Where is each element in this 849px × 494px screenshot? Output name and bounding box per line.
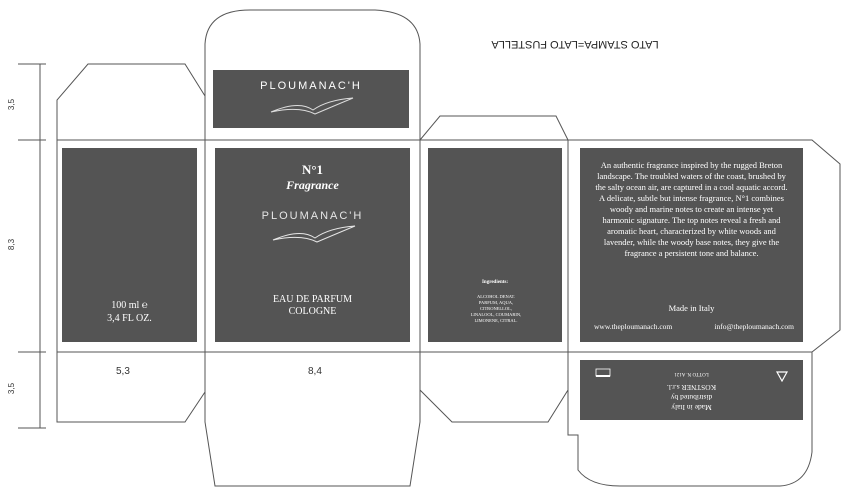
type-line-2: COLOGNE <box>288 306 337 317</box>
ingredients-list: ALCOHOL DENAT. PARFUM, AQUA, CITRONELLOL, LINALOOL, COUMARIN, LIMONENE, CITRAL. <box>470 294 522 323</box>
bottom-flap-content <box>580 360 803 420</box>
dimension-width-left: 5,3 <box>116 366 130 377</box>
print-side-note: LATO STAMPA=LATO FUSTELLA <box>491 38 659 50</box>
dimension-bottom: 3,5 <box>7 382 17 395</box>
volume-ml: 100 ml ℮ <box>111 300 148 311</box>
pao-icon <box>595 368 611 378</box>
front-panel <box>215 148 410 342</box>
flap-lot: LOTTO N. A121 <box>674 371 709 376</box>
flap-made-in: Made in Italy <box>671 403 712 412</box>
ingredients-panel <box>428 148 562 342</box>
dimension-middle: 8,3 <box>7 238 17 251</box>
top-flap-logo-panel <box>213 70 409 128</box>
fragrance-number: N°1 <box>301 162 324 177</box>
seagull-logo <box>269 96 355 118</box>
recycle-icon <box>775 368 789 382</box>
brand-name-top: PLOUMANAC'H <box>260 80 362 92</box>
type-line-1: EAU DE PARFUM <box>272 294 353 305</box>
side-panel-volume <box>62 148 197 342</box>
volume-oz: 3,4 FL OZ. <box>107 313 152 324</box>
fragrance-subtitle: Fragrance <box>286 178 339 192</box>
flap-distributed: distributed by <box>670 393 713 402</box>
dimension-top: 3,5 <box>7 98 17 111</box>
seagull-logo-front <box>271 224 357 246</box>
ingredients-heading: Ingredients: <box>481 280 509 285</box>
flap-company: KOSTNER s.r.l. <box>666 383 717 392</box>
website-link[interactable]: www.theploumanach.com <box>594 322 673 331</box>
made-in-italy: Made in Italy <box>668 303 715 313</box>
description-panel <box>580 148 803 342</box>
description-text: An authentic fragrance inspired by the rugged Breton landscape. The troubled waters of the coast, brushed by the salty ocean air, are captured in a cool aquatic accord. A delicate, subtle but intense fragrance, N°1 combines woody and marine notes to create an intense yet harmonic signature. The top notes reveal a fresh and aromatic heart, characterized by white woods and lavender, while the woody base notes, they give the fragrance a persistent tone and balance. <box>595 160 788 258</box>
dimension-width-front: 8,4 <box>308 366 322 377</box>
bottom-flap-panel <box>580 360 803 420</box>
brand-name-front: PLOUMANAC'H <box>261 210 364 222</box>
email-link[interactable]: info@theploumanach.com <box>714 322 794 331</box>
